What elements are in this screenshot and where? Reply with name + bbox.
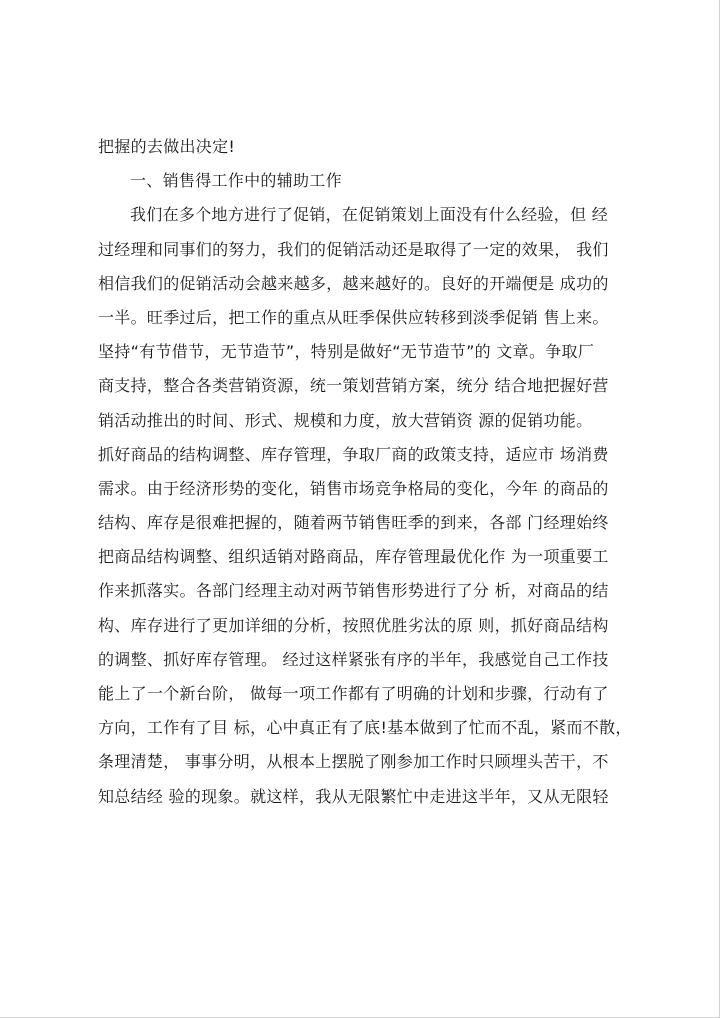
text-line: 过经理和同事们的努力，我们的促销活动还是取得了一定的效果， 我们 [98,239,609,259]
paragraph-first-line: 我们在多个地方进行了促销，在促销策划上面没有什么经验，但 经 [130,205,609,225]
text-line: 需求。由于经济形势的变化，销售市场竞争格局的变化，今年 的商品的 [98,478,609,498]
text-line: 相信我们的促销活动会越来越多，越来越好的。良好的开端便是 成功的 [98,273,609,293]
section-heading: 一、销售得工作中的辅助工作 [130,171,342,191]
text-line: 一半。旺季过后，把工作的重点从旺季保供应转移到淡季促销 售上来。 [98,307,609,327]
text-line: 能上了一个新台阶， 做每一项工作都有了明确的计划和步骤，行动有了 [98,684,609,703]
text-line: 销活动推出的时间、形式、规模和力度，放大营销资 源的促销功能。 [98,410,593,430]
text-line: 把握的去做出决定! [98,137,236,156]
text-line: 知总结经 验的现象。就这样，我从无限繁忙中走进这半年，又从无限轻 [98,786,609,806]
document-body [98,130,638,814]
text-line: 抓好商品的结构调整、库存管理，争取厂商的政策支持，适应市 场消费 [98,444,609,464]
text-line: 构、库存进行了更加详细的分析，按照优胜劣汰的原 则，抓好商品结构 [98,615,609,635]
text-line: 商支持，整合各类营销资源，统一策划营销方案，统分 结合地把握好营 [98,376,609,396]
text-line: 坚持“有节借节，无节造节”，特别是做好“无节造节”的 文章。争取厂 [98,342,595,362]
text-line: 把商品结构调整、组织适销对路商品，库存管理最优化作 为一项重要工 [98,547,609,567]
text-line: 条理清楚， 事事分明，从根本上摆脱了刚参加工作时只顾埋头苦干，不 [98,752,609,772]
text-line: 作来抓落实。各部门经理主动对两节销售形势进行了分 析，对商品的结 [98,581,609,601]
text-line: 方向，工作有了目 标，心中真正有了底!基本做到了忙而不乱，紧而不散， [98,718,632,738]
text-line: 的调整、抓好库存管理。 经过这样紧张有序的半年，我感觉自己工作技 [98,649,609,669]
text-line: 结构、库存是很难把握的，随着两节销售旺季的到来，各部 门经理始终 [98,513,609,533]
